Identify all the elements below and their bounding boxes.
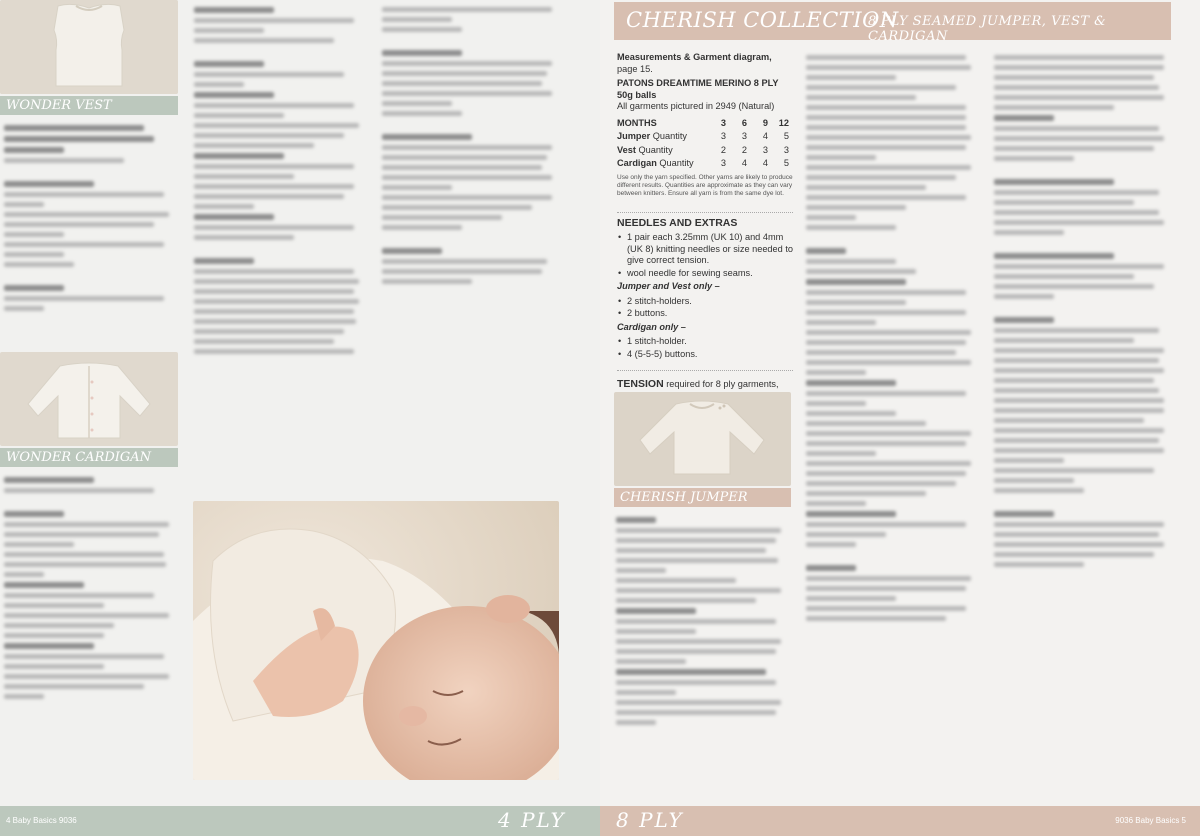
- list-item: • 4 (5-5-5) buttons.: [617, 349, 793, 361]
- table-cell: 5: [783, 131, 789, 141]
- list-item: • 2 stitch-holders.: [617, 296, 793, 308]
- collection-title-band: [614, 2, 1171, 44]
- divider: [617, 370, 793, 371]
- measurements-line: [617, 52, 793, 75]
- table-row: [617, 130, 789, 144]
- table-cell: 3: [762, 144, 768, 155]
- left-page-number: 4 Baby Basics 9036: [6, 816, 77, 825]
- cherish-jumper-photo: [614, 392, 791, 486]
- table-row: [617, 144, 789, 158]
- list-item: • 2 buttons.: [617, 308, 793, 320]
- table-cell: 2: [741, 144, 747, 155]
- yarn-line: PATONS DREAMTIME MERINO 8 PLY 50g balls: [617, 78, 779, 100]
- needles-list: [617, 232, 793, 279]
- right-ply-label: 8 PLY: [616, 808, 684, 832]
- list-item: • 1 pair each 3.25mm (UK 10) and 4mm (UK 8) knitting needles or size needed to give correct tension.: [617, 232, 793, 267]
- tension-heading: TENSION: [617, 378, 664, 390]
- garment-unit: Quantity: [635, 144, 673, 155]
- cardigan-list: [617, 336, 793, 360]
- cardigan-pattern-text: [4, 472, 174, 704]
- table-cell: 3: [783, 144, 789, 155]
- table-header-cell: 12: [778, 117, 789, 128]
- pattern-text-col3: [382, 2, 562, 289]
- tension-note: required for 8 ply garments,: [666, 379, 779, 389]
- table-header-cell: 6: [741, 117, 747, 128]
- yarn-note: All garments pictured in 2949 (Natural): [617, 101, 775, 111]
- right-page-number: 9036 Baby Basics 5: [1115, 816, 1186, 825]
- collection-title: CHERISH COLLECTION: [626, 8, 899, 32]
- table-cell: 3: [741, 131, 747, 141]
- garment-unit: Quantity: [656, 158, 694, 168]
- jumper-vest-list: [617, 296, 793, 320]
- pattern-text-col2-right: [806, 50, 976, 626]
- garment-name: Jumper: [617, 131, 651, 141]
- divider: [617, 212, 793, 213]
- cardigan-heading: Cardigan only –: [617, 321, 686, 332]
- right-footer: [600, 806, 1200, 836]
- measurements-bold: Measurements & Garment diagram,: [617, 52, 772, 62]
- left-footer: [0, 806, 600, 836]
- cherish-jumper-pattern-text: [616, 512, 788, 730]
- vest-pattern-text: [4, 120, 174, 316]
- sleeping-baby-photo: [193, 501, 559, 780]
- table-row: [617, 157, 789, 171]
- wonder-cardigan-photo: [0, 352, 178, 446]
- table-cell: 3: [720, 131, 726, 141]
- garment-name: Vest: [617, 144, 636, 155]
- table-cell: 2: [720, 144, 726, 155]
- needles-heading: NEEDLES AND EXTRAS: [617, 216, 738, 229]
- spec-panel: [617, 52, 793, 402]
- table-cell: 4: [762, 158, 768, 168]
- table-header-cell: 3: [720, 117, 726, 128]
- table-cell: 3: [720, 158, 726, 168]
- list-item: • 1 stitch-holder.: [617, 336, 793, 348]
- pattern-text-col2: [194, 2, 364, 359]
- yarn-disclaimer: Use only the yarn specified. Other yarns are likely to produce different results. Quantities are approximate as they can vary between knitters. Ensure all yarn is from the same dye lot.: [617, 173, 793, 197]
- wonder-vest-label: WONDER VEST: [0, 96, 178, 115]
- left-ply-label: 4 PLY: [498, 808, 566, 832]
- wonder-vest-photo: [0, 0, 178, 94]
- jumper-vest-heading: Jumper and Vest only –: [617, 281, 720, 291]
- table-header-row: [617, 117, 789, 131]
- measurements-page: page 15.: [617, 63, 653, 74]
- quantity-table: [617, 117, 789, 171]
- table-cell: 4: [741, 158, 747, 168]
- table-cell: 4: [762, 131, 768, 141]
- table-cell: 5: [783, 158, 789, 168]
- list-item: • wool needle for sewing seams.: [617, 268, 793, 280]
- pattern-text-col3-right: [994, 50, 1174, 572]
- right-page: [600, 0, 1200, 836]
- garment-name: Cardigan: [617, 158, 657, 168]
- cherish-jumper-label: CHERISH JUMPER: [614, 488, 791, 507]
- table-header-cell: MONTHS: [617, 117, 657, 128]
- wonder-cardigan-label: WONDER CARDIGAN: [0, 448, 178, 467]
- collection-subtitle: 8 PLY SEAMED JUMPER, VEST & CARDIGAN: [868, 14, 1107, 44]
- table-header-cell: 9: [762, 117, 768, 128]
- garment-unit: Quantity: [650, 131, 687, 141]
